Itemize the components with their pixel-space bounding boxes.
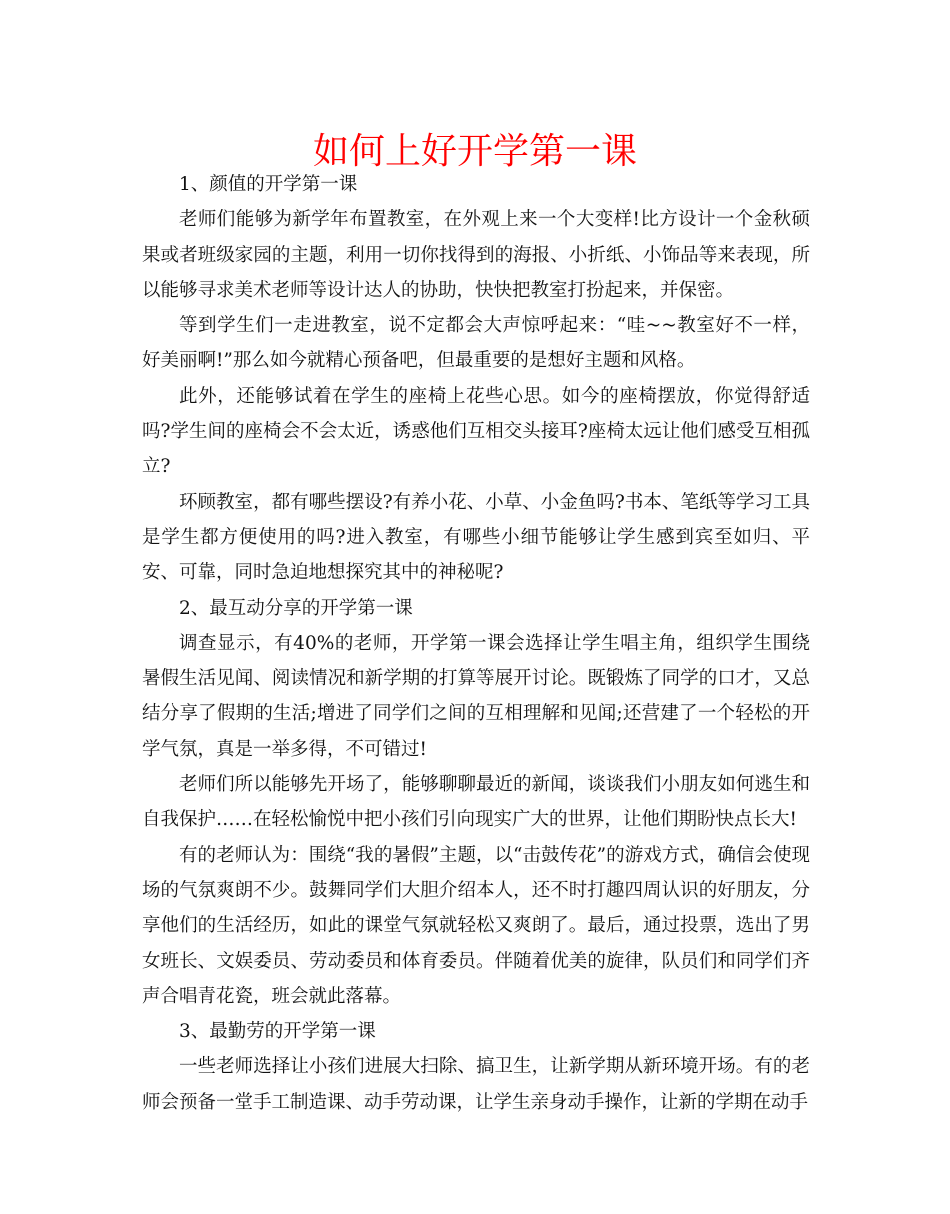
paragraph: 环顾教室，都有哪些摆设?有养小花、小草、小金鱼吗?书本、笔纸等学习工具是学生都方便使用的吗?进入教室，有哪些小细节能够让学生感到宾至如归、平安、可靠，同时急迫地想探究其中的神秘呢? <box>142 491 810 584</box>
section-heading: 3、最勤劳的开学第一课 <box>179 1021 376 1043</box>
paragraph: 调查显示，有40%的老师，开学第一课会选择让学生唱主角，组织学生围绕暑假生活见闻、阅读情况和新学期的打算等展开讨论。既锻炼了同学的口才，又总结分享了假期的生活;增进了同学们之间的互相理解和见闻;还营建了一个轻松的开学气氛，真是一举多得，不可错过! <box>142 632 810 760</box>
section-heading: 2、最互动分享的开学第一课 <box>179 597 413 619</box>
paragraph: 老师们能够为新学年布置教室，在外观上来一个大变样!比方设计一个金秋硕果或者班级家园的主题，利用一切你找得到的海报、小折纸、小饰品等来表现，所以能够寻求美术老师等设计达人的协助，快快把教室打扮起来，并保密。 <box>142 209 810 301</box>
document-body <box>142 167 810 1120</box>
paragraph: 老师们所以能够先开场了，能够聊聊最近的新闻，谈谈我们小朋友如何逃生和自我保护……在轻松愉悦中把小孩们引向现实广大的世界，让他们期盼快点长大! <box>142 774 810 831</box>
paragraph: 此外，还能够试着在学生的座椅上花些心思。如今的座椅摆放，你觉得舒适吗?学生间的座椅会不会太近，诱惑他们互相交头接耳?座椅太远让他们感受互相孤立? <box>142 385 810 478</box>
paragraph: 有的老师认为：围绕“我的暑假”主题，以“击鼓传花”的游戏方式，确信会使现场的气氛爽朗不少。鼓舞同学们大胆介绍本人，还不时打趣四周认识的好朋友，分享他们的生活经历，如此的课堂气氛就轻松又爽朗了。最后，通过投票，选出了男女班长、文娱委员、劳动委员和体育委员。伴随着优美的旋律，队员们和同学们齐声合唱青花瓷，班会就此落幕。 <box>142 844 810 1007</box>
document-title: 如何上好开学第一课 <box>312 131 637 172</box>
paragraph: 一些老师选择让小孩们进展大扫除、搞卫生，让新学期从新环境开场。有的老师会预备一堂手工制造课、动手劳动课，让学生亲身动手操作，让新的学期在动手 <box>142 1056 810 1113</box>
section-heading: 1、颜值的开学第一课 <box>179 174 358 195</box>
paragraph: 等到学生们一走进教室，说不定都会大声惊呼起来：“哇~~教室好不一样，好美丽啊!”那么如今就精心预备吧，但最重要的是想好主题和风格。 <box>142 315 810 372</box>
